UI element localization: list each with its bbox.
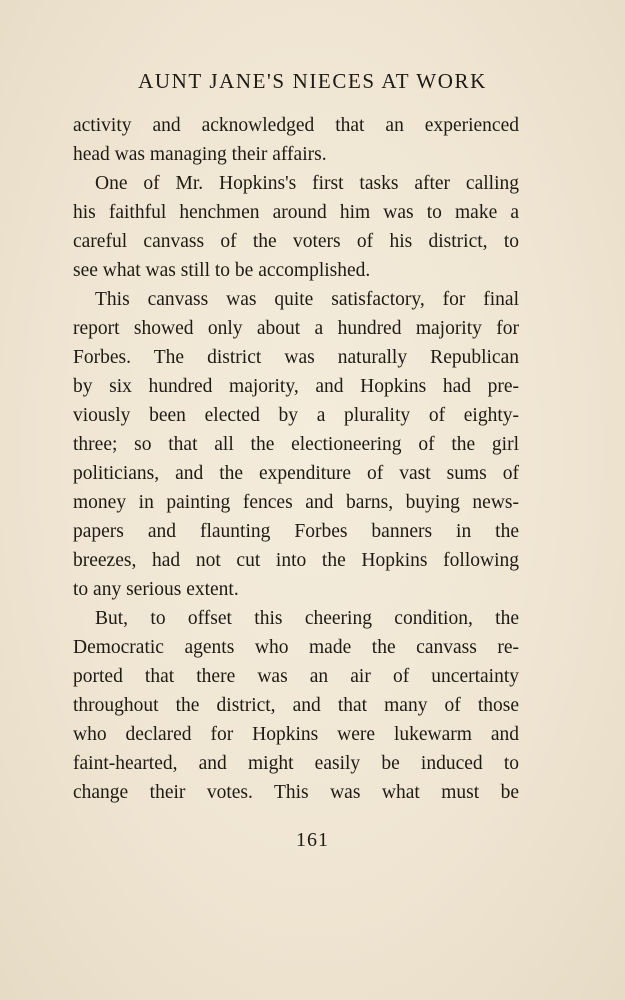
text-line: politicians, and the expenditure of vast sums of bbox=[73, 463, 519, 484]
text-line: throughout the district, and that many of those bbox=[73, 695, 519, 716]
text-line: head was managing their affairs. bbox=[73, 144, 327, 165]
running-head: AUNT JANE'S NIECES AT WORK bbox=[138, 69, 487, 93]
text-line: three; so that all the electioneering of the girl bbox=[73, 434, 519, 455]
text-line: One of Mr. Hopkins's first tasks after calling bbox=[95, 173, 519, 194]
text-line: to any serious extent. bbox=[73, 579, 239, 600]
body-text bbox=[73, 111, 519, 807]
page-number: 161 bbox=[296, 829, 329, 851]
text-line: report showed only about a hundred majority for bbox=[73, 318, 519, 339]
text-line: activity and acknowledged that an experienced bbox=[73, 115, 519, 136]
text-line: ported that there was an air of uncertainty bbox=[73, 666, 519, 687]
text-line: see what was still to be accomplished. bbox=[73, 260, 371, 281]
text-line: change their votes. This was what must be bbox=[73, 782, 519, 803]
text-line: Forbes. The district was naturally Republican bbox=[73, 347, 519, 368]
text-line: his faithful henchmen around him was to make a bbox=[73, 202, 519, 223]
text-line: Democratic agents who made the canvass re- bbox=[73, 637, 519, 658]
text-line: careful canvass of the voters of his district, to bbox=[73, 231, 519, 252]
text-line: money in painting fences and barns, buying news- bbox=[73, 492, 519, 513]
text-line: papers and flaunting Forbes banners in the bbox=[73, 521, 519, 542]
text-line: breezes, had not cut into the Hopkins following bbox=[73, 550, 519, 571]
text-line: who declared for Hopkins were lukewarm and bbox=[73, 724, 519, 745]
text-line: This canvass was quite satisfactory, for final bbox=[95, 289, 519, 310]
text-line: faint-hearted, and might easily be induced to bbox=[73, 753, 519, 774]
text-line: But, to offset this cheering condition, the bbox=[95, 608, 519, 629]
text-line: by six hundred majority, and Hopkins had pre- bbox=[73, 376, 519, 397]
text-line: viously been elected by a plurality of eighty- bbox=[73, 405, 519, 426]
